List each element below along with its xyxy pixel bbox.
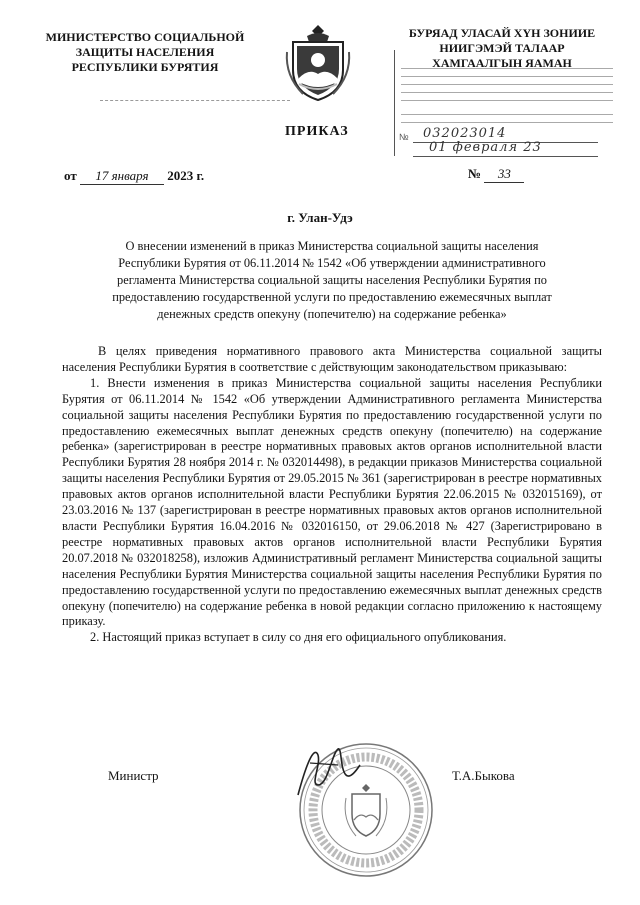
reg-date-value: 01 февраля 23: [429, 140, 542, 155]
date-handwritten: 17 января: [80, 168, 164, 185]
ministry-name-line: ХАМГААЛГЫН ЯАМАН: [432, 56, 572, 70]
reg-number-value: 032023014: [423, 126, 507, 141]
subject-line: денежных средств опекуну (попечителю) на содержание ребенка»: [157, 307, 507, 321]
ministry-name-ru: [30, 30, 260, 75]
ministry-name-line: МИНИСТЕРСТВО СОЦИАЛЬНОЙ: [45, 30, 245, 44]
body-intro: В целях приведения нормативного правового акта Министерства социальной защиты населения Республики Бурятия в соответствие с действующим законодательством приказываю:: [62, 344, 602, 374]
order-body: [62, 344, 602, 646]
order-number: [468, 166, 524, 183]
ministry-name-line: НИИГЭМЭЙ ТАЛААР: [439, 41, 565, 55]
stamp-illegible-lines: [401, 52, 613, 128]
subject-line: Республики Бурятия от 06.11.2014 № 1542 «Об утверждении административного: [118, 256, 546, 270]
body-item-2: 2. Настоящий приказ вступает в силу со дня его официального опубликования.: [90, 630, 507, 645]
order-title: ПРИКАЗ: [285, 124, 349, 139]
order-date: [64, 168, 204, 185]
subject-line: О внесении изменений в приказ Министерства социальной защиты населения: [125, 239, 539, 253]
signature-icon: [288, 735, 363, 810]
number-prefix: №: [468, 166, 482, 181]
date-prefix: от: [64, 168, 77, 183]
body-item-1: 1. Внести изменения в приказ Министерства социальной защиты населения Республики Бурятия от 06.11.2014 № 1542 «Об утверждении Административного регламента Министерства социальной защиты населения Республики Бурятия по предоставлению государственной услуги по предоставлению ежемесячных выплат денежных средств опекуну (попечителю) на содержание ребенка» (зарегистрирован в реестре нормативных правовых актов органов исполнительной власти Республики Бурятия 28 ноября 2014 г. № 032014498), в редакции приказов Министерства социальной защиты населения Республики Бурятия от 29.05.2015 № 361 (зарегистрирован в реестре нормативных правовых актов органов исполнительной власти Республики Бурятия 22.06.2015 № 032015169), от 23.03.2016 № 137 (зарегистрирован в реестре нормативных правовых актов органов исполнительной власти Республики Бурятия 16.04.2016 № 032016150, от 29.06.2018 № 427 (Зарегистрировано в реестре нормативных правовых актов органов исполнительной власти Республики Бурятия 20.07.2018 № 032018258), изложив Административный регламент Министерства социальной защиты населения Республики Бурятия Министерства социальной защиты населения Республики Бурятия по предоставлению государственной услуги по предоставлению ежемесячных выплат денежных средств опекуну (попечителю) на содержание ребенка в новой редакции согласно приложению к настоящему приказу.: [62, 375, 602, 629]
reg-number-label: №: [399, 132, 409, 142]
order-subject: [70, 238, 594, 323]
signatory-role: Министр: [108, 768, 159, 783]
coat-of-arms-icon: [283, 22, 353, 102]
reg-date-field: [413, 156, 598, 157]
subject-line: предоставлению государственной услуги по предоставлению ежемесячных выплат: [112, 290, 552, 304]
header-divider: [100, 100, 290, 101]
city: г. Улан-Удэ: [287, 210, 353, 225]
ministry-name-line: БУРЯАД УЛАСАЙ ХҮН ЗОНИИЕ: [408, 26, 596, 40]
registration-stamp: [394, 50, 617, 156]
date-suffix: 2023 г.: [167, 168, 205, 183]
ministry-name-line: ЗАЩИТЫ НАСЕЛЕНИЯ: [75, 45, 215, 59]
signatory-name: Т.А.Быкова: [452, 768, 515, 783]
number-handwritten: 33: [484, 166, 524, 183]
subject-line: регламента Министерства социальной защиты населения Республики Бурятия по: [117, 273, 547, 287]
ministry-name-line: РЕСПУБЛИКИ БУРЯТИЯ: [71, 60, 219, 74]
